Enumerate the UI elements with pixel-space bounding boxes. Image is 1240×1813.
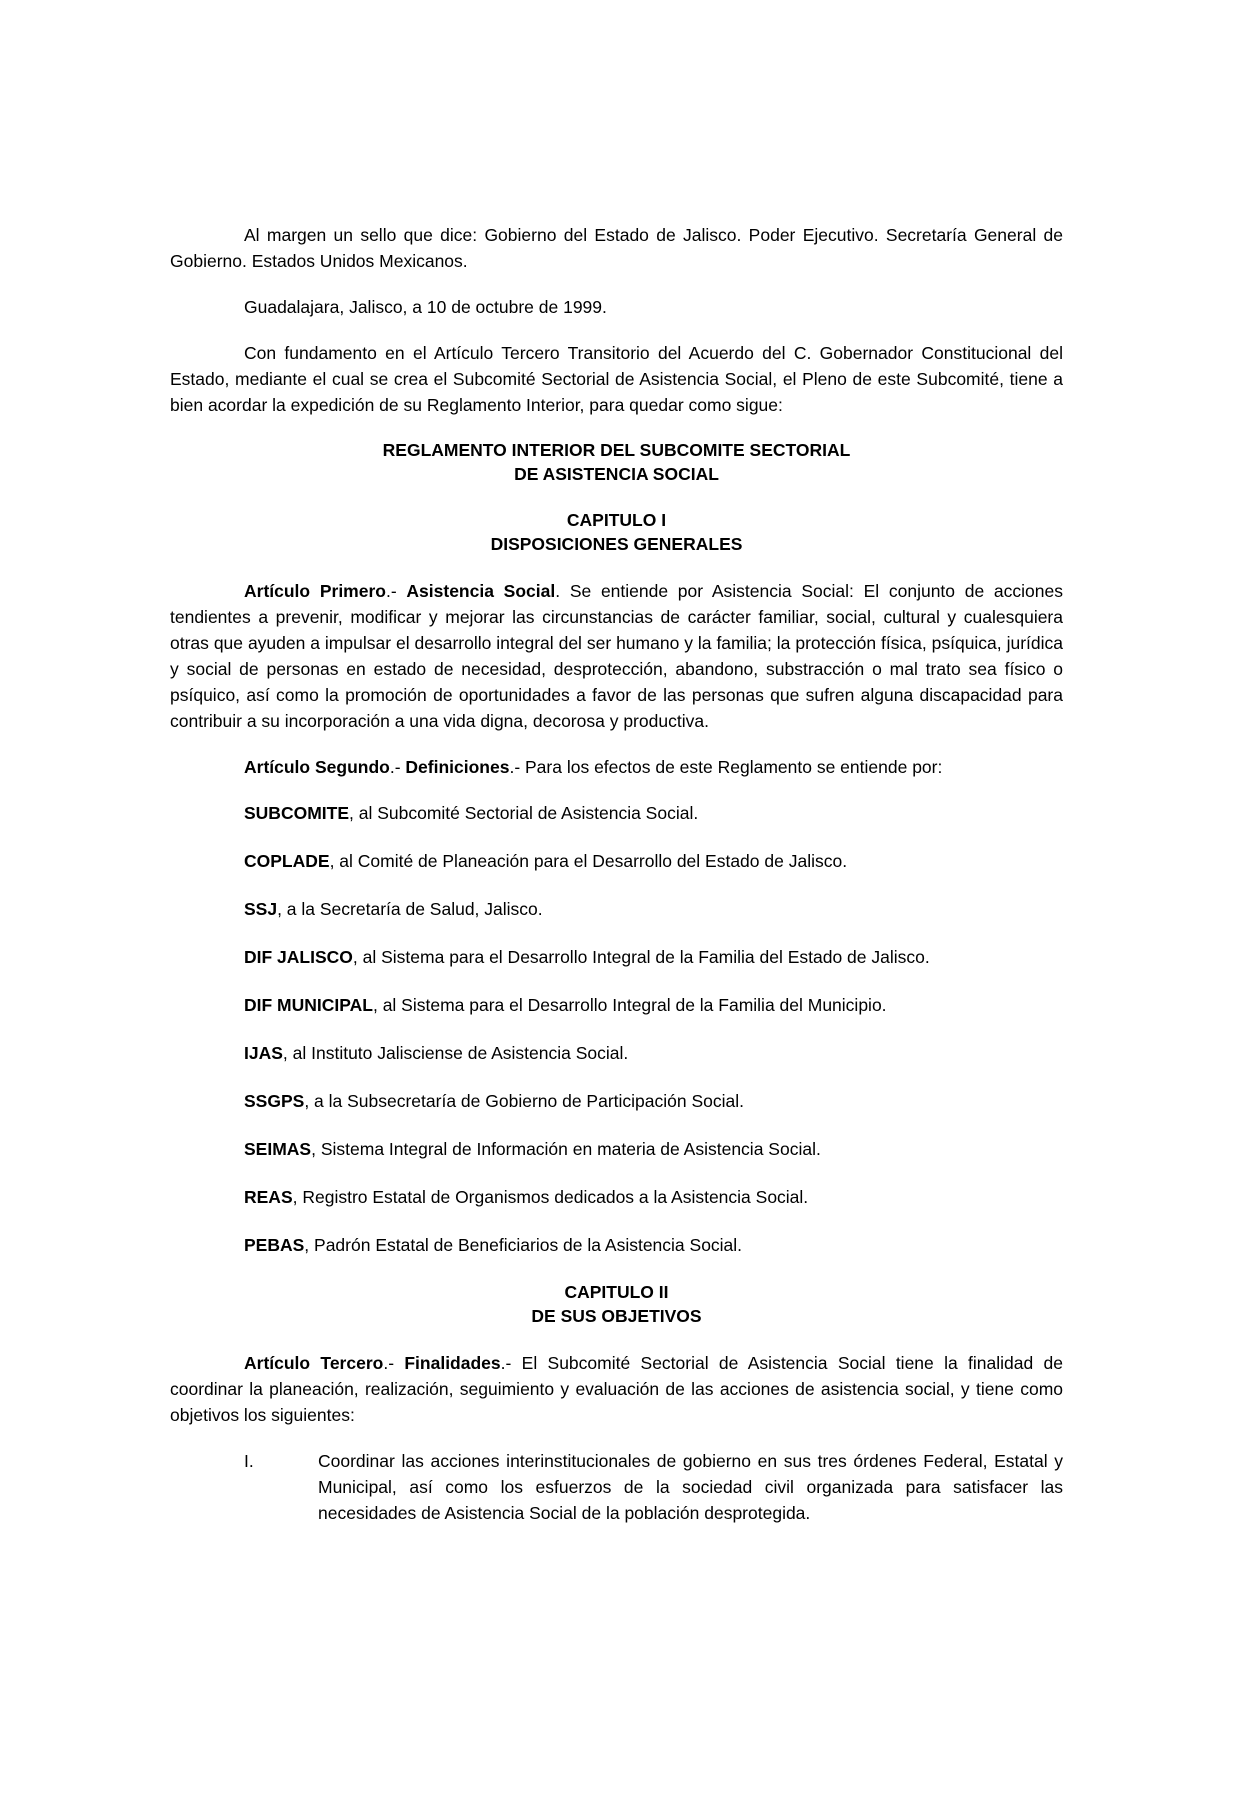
objective-number: I. xyxy=(244,1451,254,1471)
definition-item xyxy=(170,1040,1063,1066)
objective-text: Coordinar las acciones interinstitucionales de gobierno en sus tres órdenes Federal, Estatal y Municipal, así como los esfuerzos de la sociedad civil organizada para satisfacer las necesidades de Asistencia Social de la población desprotegida. xyxy=(318,1451,1063,1523)
definition-term: SSGPS xyxy=(244,1091,305,1111)
article-3-sep: .- xyxy=(383,1353,405,1373)
definition-text: , Padrón Estatal de Beneficiarios de la Asistencia Social. xyxy=(304,1235,743,1255)
definition-term: SSJ xyxy=(244,899,278,919)
definition-text: , al Subcomité Sectorial de Asistencia Social. xyxy=(349,803,699,823)
definition-text: , a la Subsecretaría de Gobierno de Participación Social. xyxy=(304,1091,745,1111)
chapter-1-number: CAPITULO I xyxy=(566,510,667,530)
definition-term: SUBCOMITE xyxy=(244,803,349,823)
definition-term: DIF JALISCO xyxy=(244,947,353,967)
definition-text: , al Comité de Planeación para el Desarrollo del Estado de Jalisco. xyxy=(329,851,848,871)
article-1-sep: .- xyxy=(385,581,407,601)
definition-text: , Sistema Integral de Información en materia de Asistencia Social. xyxy=(311,1139,821,1159)
chapter-2-heading xyxy=(170,1280,1063,1328)
definition-term: DIF MUNICIPAL xyxy=(244,995,373,1015)
article-2-text: .- Para los efectos de este Reglamento se entiende por: xyxy=(509,757,943,777)
definition-item xyxy=(170,944,1063,970)
definition-item xyxy=(170,896,1063,922)
title-line-2: DE ASISTENCIA SOCIAL xyxy=(514,464,719,484)
document-page xyxy=(170,222,1063,1526)
definition-term: SEIMAS xyxy=(244,1139,312,1159)
definition-item xyxy=(170,992,1063,1018)
definition-term: PEBAS xyxy=(244,1235,305,1255)
chapter-2-name: DE SUS OBJETIVOS xyxy=(531,1306,702,1326)
definition-term: COPLADE xyxy=(244,851,330,871)
chapter-2-number: CAPITULO II xyxy=(564,1282,669,1302)
article-3-text: .- El Subcomité Sectorial de Asistencia Social tiene la finalidad de coordinar la planeación, realización, seguimiento y evaluación de las acciones de asistencia social, y tiene como objetivos los siguientes: xyxy=(170,1353,1063,1425)
definition-item xyxy=(170,1184,1063,1210)
article-1-label: Artículo Primero xyxy=(244,581,386,601)
definition-item xyxy=(170,1088,1063,1114)
title-line-1: REGLAMENTO INTERIOR DEL SUBCOMITE SECTORIAL xyxy=(382,440,851,460)
article-1-topic: Asistencia Social xyxy=(406,581,556,601)
chapter-1-name: DISPOSICIONES GENERALES xyxy=(490,534,743,554)
article-3-topic: Finalidades xyxy=(404,1353,501,1373)
article-1 xyxy=(170,578,1063,734)
definitions-list xyxy=(170,800,1063,1258)
article-2-topic: Definiciones xyxy=(405,757,510,777)
definition-item xyxy=(170,1136,1063,1162)
definition-term: REAS xyxy=(244,1187,293,1207)
chapter-1-heading xyxy=(170,508,1063,556)
definition-text: , al Instituto Jalisciense de Asistencia Social. xyxy=(282,1043,629,1063)
definition-item xyxy=(170,848,1063,874)
definition-item xyxy=(170,800,1063,826)
article-1-text: . Se entiende por Asistencia Social: El conjunto de acciones tendientes a prevenir, modificar y mejorar las circunstancias de carácter familiar, social, cultural y cualesquiera otras que ayuden a impulsar el desarrollo integral del ser humano y la familia; la protección física, psíquica, jurídica y social de personas en estado de necesidad, desprotección, abandono, substracción o mal trato sea físico o psíquico, así como la promoción de oportunidades a favor de las personas que sufren alguna discapacidad para contribuir a su incorporación a una vida digna, decorosa y productiva. xyxy=(170,581,1063,731)
definition-text: , al Sistema para el Desarrollo Integral de la Familia del Estado de Jalisco. xyxy=(352,947,930,967)
objective-item xyxy=(170,1448,1063,1526)
article-3-label: Artículo Tercero xyxy=(244,1353,384,1373)
document-title xyxy=(170,438,1063,486)
margin-note: Al margen un sello que dice: Gobierno del Estado de Jalisco. Poder Ejecutivo. Secretaría General de Gobierno. Estados Unidos Mexicanos. xyxy=(170,225,1063,271)
article-2-sep: .- xyxy=(389,757,406,777)
definition-text: , a la Secretaría de Salud, Jalisco. xyxy=(277,899,543,919)
preamble: Con fundamento en el Artículo Tercero Transitorio del Acuerdo del C. Gobernador Constitucional del Estado, mediante el cual se crea el Subcomité Sectorial de Asistencia Social, el Pleno de este Subcomité, tiene a bien acordar la expedición de su Reglamento Interior, para quedar como sigue: xyxy=(170,343,1063,415)
definition-item xyxy=(170,1232,1063,1258)
article-2 xyxy=(170,754,1063,780)
definition-term: IJAS xyxy=(244,1043,283,1063)
article-3 xyxy=(170,1350,1063,1428)
article-2-label: Artículo Segundo xyxy=(244,757,390,777)
definition-text: , al Sistema para el Desarrollo Integral de la Familia del Municipio. xyxy=(372,995,887,1015)
definition-text: , Registro Estatal de Organismos dedicados a la Asistencia Social. xyxy=(292,1187,809,1207)
date-line: Guadalajara, Jalisco, a 10 de octubre de 1999. xyxy=(244,297,607,317)
